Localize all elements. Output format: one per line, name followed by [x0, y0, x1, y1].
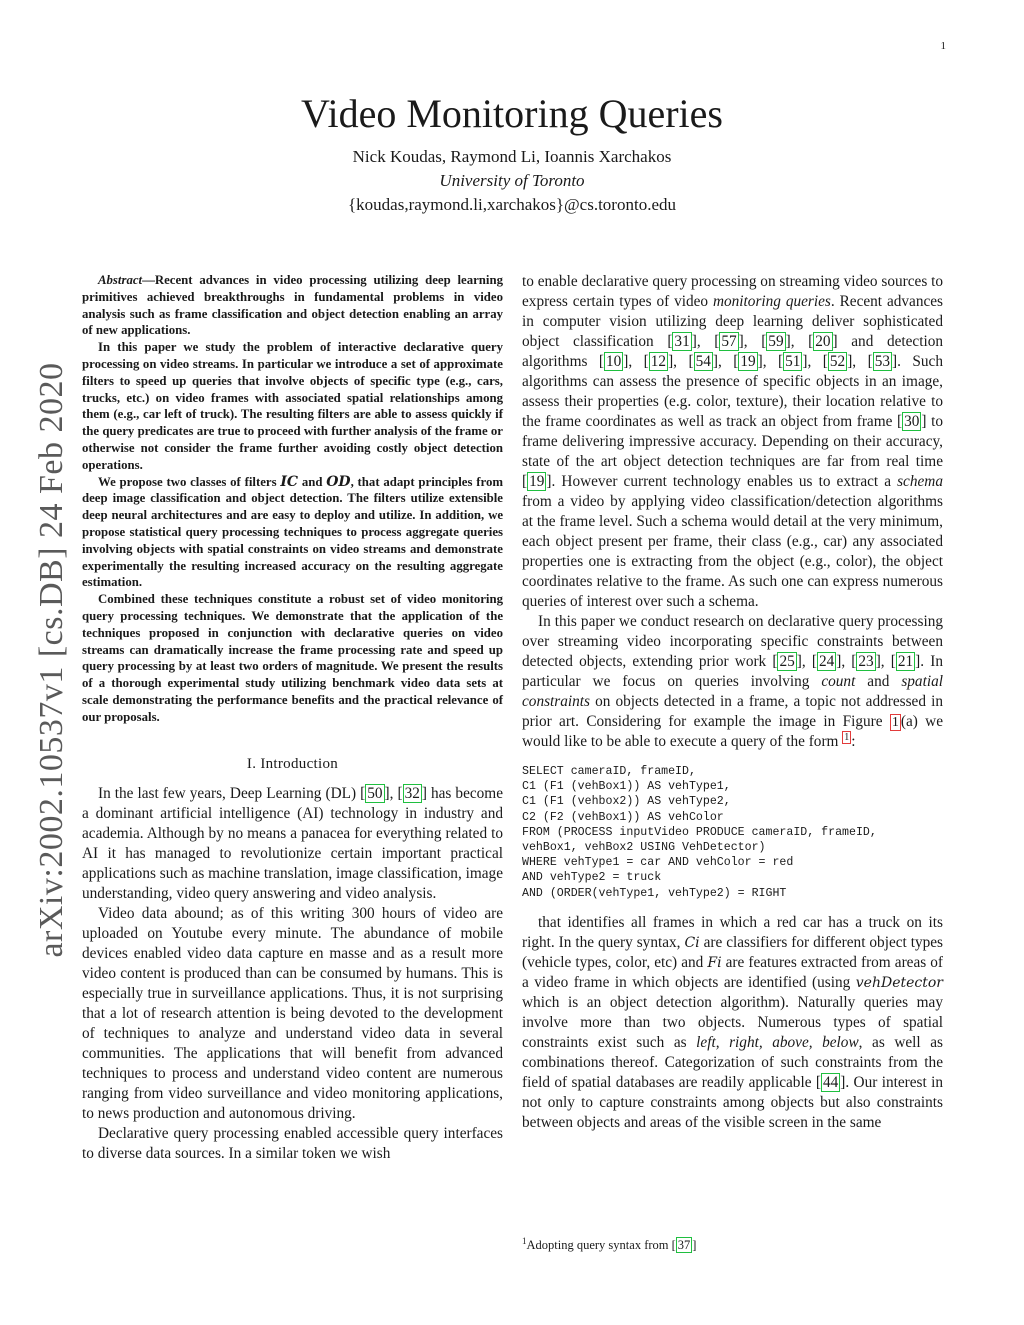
citation-link[interactable]: 52 [829, 353, 846, 370]
citation-link[interactable]: 59 [768, 333, 784, 350]
footnote: $^1$Adopting query syntax from [ 37 ] [522, 1236, 697, 1253]
citation-link[interactable]: 21 [897, 653, 914, 670]
page-number: 1 [940, 40, 946, 52]
paper-title: Video Monitoring Queries [301, 91, 723, 136]
citation-link[interactable]: 19 [740, 353, 756, 370]
math-vehdetector: vehDetector [855, 974, 943, 991]
citation-link[interactable]: 20 [815, 333, 831, 350]
citation-link[interactable]: 54 [695, 353, 711, 370]
citation-link[interactable]: 32 [404, 784, 420, 802]
citation-link[interactable]: 23 [858, 653, 874, 670]
citation-link[interactable]: 31 [674, 333, 690, 350]
emphasis: monitoring queries [712, 293, 831, 310]
emphasis: count [821, 673, 856, 690]
citation-link[interactable]: 30 [904, 413, 920, 430]
citation-link[interactable]: 37 [677, 1238, 691, 1253]
body-paragraph: to enable declarative query processing on streaming video sources to express certain types of video monitoring queries. Recent advances in computer vision utilizing deep learning deliver sophisticated object classification [ 31 ], [ 57 ], [ 59 ], [ 20 ] and detection algorithms [ 10 ], [ 12 ], [ 54 ], [ 19 ], [ 51 ], [ 52 ], [ 53 ]. Such algorithms can assess the presence of specific objects in an image, assess their properties (e.g. color, texture), their location relative to the frame coordinates as well as track an object from frame [ 30 ] to frame delivering impressive accuracy. Depending on their accuracy, state of the art object detection techniques are far from real time [ 19 ]. However current technology enables us to extract a schema from a video by applying video classification/detection algorithms at the frame level. Such a schema would detail at the very minimum, each object present per frame, their class (e.g., car) any associated properties one is extracting from the object (e.g., color), the object coordinates relative to the frame. As such one can express numerous queries of interest over such a schema. [522, 273, 944, 610]
introduction-body [82, 784, 503, 1164]
right-column-body-continued [522, 913, 943, 1133]
body-paragraph: Declarative query processing enabled accessible query interfaces to diverse data sources. In a similar token we wish [82, 1124, 503, 1162]
citation-link[interactable]: 53 [874, 353, 890, 370]
footnote-link[interactable]: 1 [844, 731, 850, 743]
citation-link[interactable]: 57 [721, 333, 737, 350]
body-paragraph: In the last few years, Deep Learning (DL) [ 50 ], [ 32 ] has become a dominant artificial intelligence (AI) technology in industry and academia. Although by no means a panacea for everything related to AI it has managed to revolutionize certain important practical applications such as machine translation, image classification, image understanding, video query answering and video analysis. [82, 784, 503, 902]
abstract-label: Abstract [98, 273, 143, 287]
author-list: Nick Koudas, Raymond Li, Ioannis Xarchakos [352, 147, 672, 166]
abstract [82, 272, 503, 726]
sql-query-listing: SELECT cameraID, frameID, C1 (F1 (vehBox1)) AS vehType1, C1 (F1 (vehbox2)) AS vehType2, C2 (F2 (vehBox1)) AS vehColor FROM (PROCESS inputVideo PRODUCE cameraID, frameID, vehBox1, vehBox2 USING VehDetector) WHERE vehType1 = car AND vehColor = red AND vehType2 = truck AND (ORDER(vehType1, vehType2) = RIGHT [522, 765, 877, 900]
citation-link[interactable]: 44 [822, 1073, 839, 1091]
paper-header [0, 90, 1024, 215]
arxiv-identifier-text: arXiv:2002.10537v1 [cs.DB] 24 Feb 2020 [33, 362, 70, 958]
section-heading-introduction: I. Introduction [246, 755, 339, 772]
citation-link[interactable]: 12 [650, 353, 667, 370]
citation-link[interactable]: 24 [818, 653, 835, 670]
left-column [82, 272, 503, 1164]
abstract-paragraph: We propose two classes of filters IC and OD, that adapt principles from deep image classification and object detection. The filters utilize extensible deep neural architectures and are easy to deploy and utilize. In addition, we propose statistical query processing techniques to process aggregate queries involving objects with spatial constraints on video streams and demonstrate experimentally the resulting increased accuracy on the resulting aggregate estimation. [82, 473, 504, 590]
body-paragraph: that identifies all frames in which a red car has a truck on its right. In the query syntax, Ci are classifiers for different object types (vehicle types, color, etc) and Fi are features extracted from areas of a video frame in which objects are identified (using vehDetector which is an object detection algorithm). Naturally queries may involve more than two objects. Numerous types of spatial constraints exist such as left, right, above, below, as well as combinations thereof. Categorization of such constraints from the field of spatial databases are readily applicable [ 44 ]. Our interest in not only to capture constraints among objects but also constraints between objects and areas of the visible screen in the same [522, 913, 944, 1131]
math-ic: IC [280, 473, 299, 490]
math-od: OD [326, 473, 351, 490]
citation-link[interactable]: 50 [367, 784, 383, 802]
citation-link[interactable]: 19 [529, 473, 545, 490]
figure-link[interactable]: 1 [891, 715, 899, 730]
emphasis: left, right, above, below [696, 1033, 859, 1051]
math-ci: Ci [684, 934, 700, 951]
citation-link[interactable]: 10 [606, 353, 622, 370]
author-email: {koudas,raymond.li,xarchakos}@cs.toronto.edu [348, 195, 676, 214]
abstract-paragraph: In this paper we study the problem of interactive declarative query processing on video streams. In particular we introduce a set of approximate filters to speed up queries that involve objects of specific type (e.g., cars, trucks, etc.) on video frames with associated spatial relationships among them (e.g., car left of truck). The resulting filters are able to assess quickly if the query predicates are true to proceed with further analysis of the frame or otherwise not consider the frame further avoiding costly object detection operations. [82, 340, 503, 472]
footnote-mark: 1 [522, 1236, 527, 1246]
body-paragraph: In this paper we conduct research on declarative query processing over streaming video incorporating specific constraints between detected objects, extending prior work [ 25 ], [ 24 ], [ 23 ], [ 21 ]. In particular we focus on queries involving count and spatial constraints on objects detected in a frame, a topic not addressed in prior art. Considering for example the image in Figure 1 (a) we would like to be able to execute a query of the form $^1$ : [522, 613, 943, 750]
right-column-body [522, 272, 943, 752]
emphasis: schema [897, 473, 943, 490]
citation-link[interactable]: 25 [779, 653, 795, 670]
body-paragraph: Video data abound; as of this writing 300 hours of video are uploaded on Youtube every minute. The abundance of mobile devices enabled video data capture en masse and as a result more video content is produced than can be consumed by humans. This is especially true in surveillance applications. Thus, it is not surprising that a lot of research attention is being devoted to the development of techniques to analyze and understand video data in several communities. The applications that will benefit from advanced techniques to process and understand video content are numerous ranging from video surveillance and video monitoring applications, to news production and autonomous driving. [82, 904, 503, 1122]
arxiv-identifier-stamp [30, 350, 74, 970]
author-affiliation: University of Toronto [439, 171, 585, 190]
abstract-paragraph: Combined these techniques constitute a robust set of video monitoring query processing techniques. We demonstrate that the application of the techniques proposed in conjunction with declarative queries on video streams can dramatically increase the frame processing rate and speed up query processing by at least two orders of magnitude. We present the results of a thorough experimental study utilizing benchmark video data sets at scale demonstrating the performance benefits and the practical relevance of our proposals. [82, 592, 503, 724]
emphasis: spatial constraints [522, 673, 943, 710]
citation-link[interactable]: 51 [785, 353, 801, 370]
math-fi: Fi [707, 954, 722, 971]
right-column [522, 272, 943, 1133]
abstract-paragraph: Abstract—Recent advances in video processing utilizing deep learning primitives achieved breakthroughs in fundamental problems in video analysis such as frame classification and object detection enabling an array of new applications. [82, 273, 503, 338]
